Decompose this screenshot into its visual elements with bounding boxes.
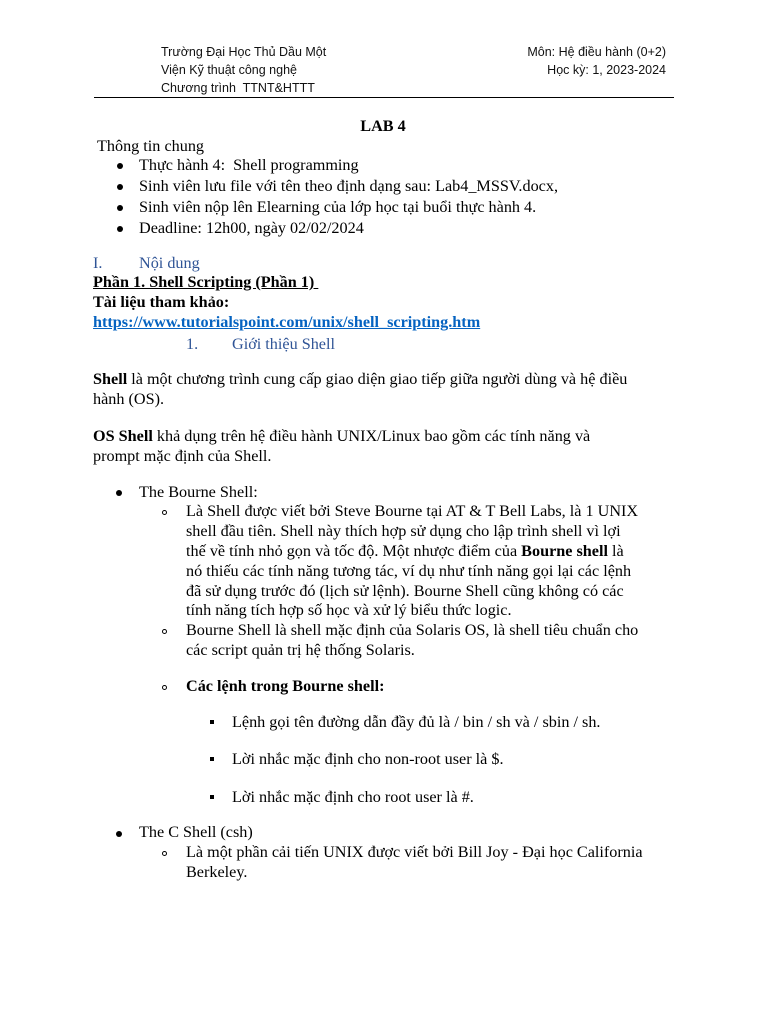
header-semester: Học kỳ: 1, 2023-2024 xyxy=(547,63,666,77)
header-university: Trường Đại Học Thủ Dầu Một xyxy=(161,45,327,59)
bullet-circle-icon xyxy=(162,629,167,634)
osshell-paragraph-line: prompt mặc định của Shell. xyxy=(93,447,272,465)
bullet-square-icon xyxy=(210,795,214,799)
header-institute: Viện Kỹ thuật công nghệ xyxy=(161,63,297,77)
bourne-desc-line: tính năng tích hợp số học và xử lý biểu thức logic. xyxy=(186,601,512,619)
paragraph-text: là xyxy=(607,542,624,560)
bourne-desc-line: nó thiếu các tính năng tương tác, ví dụ như tính năng gọi lại các lệnh xyxy=(186,562,632,580)
bourne-command-item: Lệnh gọi tên đường dẫn đầy đủ là / bin / sh và / sbin / sh. xyxy=(232,713,601,731)
reference-link[interactable]: https://www.tutorialspoint.com/unix/shell_scripting.htm xyxy=(93,313,481,331)
bourne-default-line: các script quản trị hệ thống Solaris. xyxy=(186,641,415,659)
page-title: LAB 4 xyxy=(360,117,406,135)
header-divider xyxy=(94,97,674,98)
bourne-desc-line: Là Shell được viết bởi Steve Bourne tại AT & T Bell Labs, là 1 UNIX xyxy=(186,502,639,520)
bourne-commands-heading: Các lệnh trong Bourne shell: xyxy=(186,677,385,695)
header-program: Chương trình TTNT&HTTT xyxy=(161,81,315,95)
term-shell: Shell xyxy=(93,370,128,388)
bullet-circle-icon xyxy=(162,685,167,690)
bourne-desc-line: đã sử dụng trước đó (lịch sử lệnh). Bourne Shell cũng không có các xyxy=(186,582,624,600)
general-item: Sinh viên lưu file với tên theo định dạng sau: Lab4_MSSV.docx, xyxy=(139,177,558,195)
c-shell-label: The C Shell (csh) xyxy=(139,823,253,841)
general-heading: Thông tin chung xyxy=(97,137,205,155)
shell-paragraph-line xyxy=(93,370,627,390)
bourne-shell-label: The Bourne Shell: xyxy=(139,483,258,501)
shell-paragraph-line: hành (OS). xyxy=(93,390,165,408)
paragraph-text: khả dụng trên hệ điều hành UNIX/Linux bao gồm các tính năng và xyxy=(152,427,591,445)
term-bourne-shell: Bourne shell xyxy=(521,542,608,560)
bourne-command-item: Lời nhắc mặc định cho root user là #. xyxy=(232,788,474,806)
paragraph-text: thế về tính nhỏ gọn và tốc độ. Một nhược điểm của xyxy=(186,542,522,560)
general-item: Sinh viên nộp lên Elearning của lớp học tại buổi thực hành 4. xyxy=(139,198,537,216)
bullet-dot-icon xyxy=(116,831,122,837)
reference-label: Tài liệu tham khảo: xyxy=(93,293,230,311)
bourne-command-item: Lời nhắc mặc định cho non-root user là $. xyxy=(232,750,504,768)
subsection-number: 1. xyxy=(186,335,199,353)
section-title: Nội dung xyxy=(139,254,200,272)
term-os-shell: OS Shell xyxy=(93,427,153,445)
c-shell-desc-line: Là một phần cải tiến UNIX được viết bởi Bill Joy - Đại học California xyxy=(186,843,643,861)
bullet-dot-icon xyxy=(117,184,123,190)
bullet-dot-icon xyxy=(117,205,123,211)
osshell-paragraph-line xyxy=(93,427,590,447)
general-item: Deadline: 12h00, ngày 02/02/2024 xyxy=(139,219,364,237)
header-right xyxy=(527,43,666,79)
bullet-circle-icon xyxy=(162,851,167,856)
section-number: I. xyxy=(93,254,103,272)
bullet-dot-icon xyxy=(116,490,122,496)
bourne-desc-line: shell đầu tiên. Shell này thích hợp sử dụng cho lập trình shell vì lợi xyxy=(186,522,621,540)
header-course: Môn: Hệ điều hành (0+2) xyxy=(527,45,666,59)
part-heading: Phần 1. Shell Scripting (Phần 1) xyxy=(93,273,319,291)
bullet-square-icon xyxy=(210,757,214,761)
bullet-circle-icon xyxy=(162,510,167,515)
bullet-dot-icon xyxy=(117,226,123,232)
bourne-desc-line xyxy=(186,542,624,562)
bullet-dot-icon xyxy=(117,163,123,169)
bullet-square-icon xyxy=(210,720,214,724)
paragraph-text: là một chương trình cung cấp giao diện giao tiếp giữa người dùng và hệ điều xyxy=(127,370,628,388)
header-left xyxy=(161,43,326,97)
general-item: Thực hành 4: Shell programming xyxy=(139,156,359,174)
subsection-title: Giới thiệu Shell xyxy=(232,335,335,353)
bourne-default-line: Bourne Shell là shell mặc định của Solaris OS, là shell tiêu chuẩn cho xyxy=(186,621,639,639)
c-shell-desc-line: Berkeley. xyxy=(186,863,248,881)
